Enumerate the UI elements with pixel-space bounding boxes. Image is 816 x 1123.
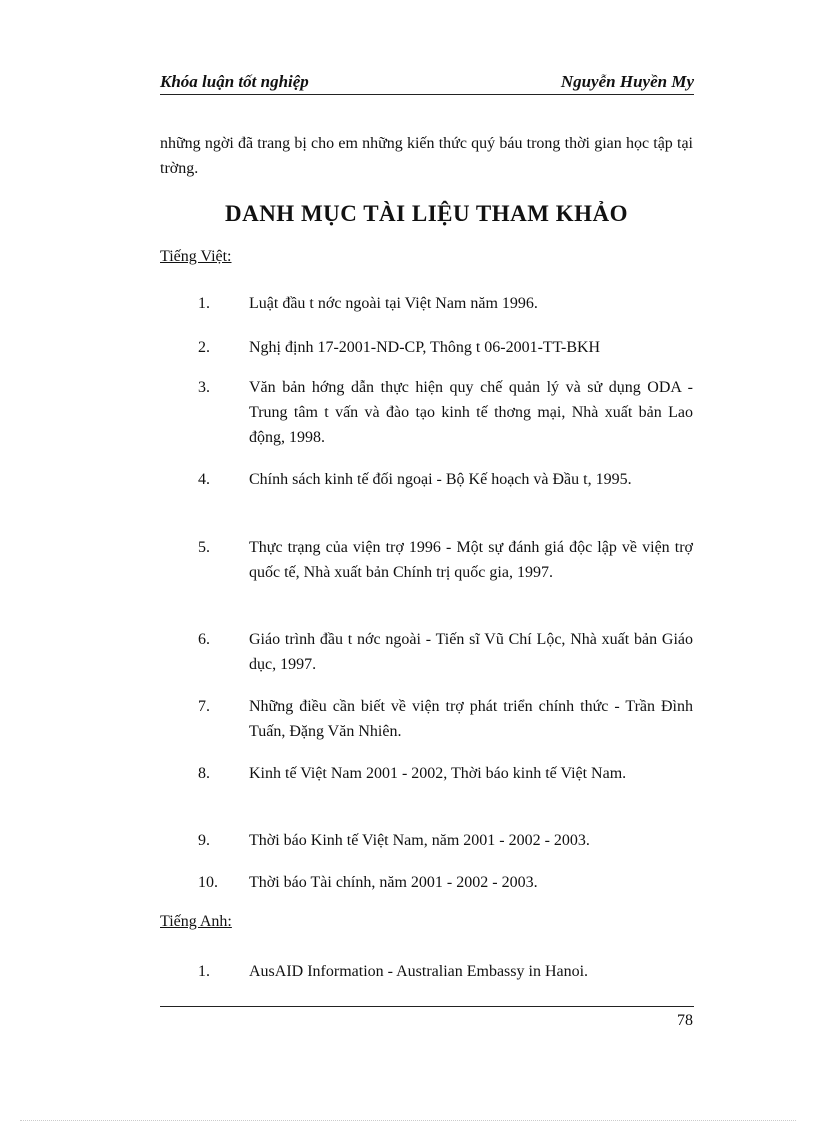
reference-number: 9. <box>198 832 210 849</box>
reference-text: Những điều cần biết về viện trợ phát triển chính thức - Trần Đình Tuấn, Đặng Văn Nhiên. <box>249 698 693 740</box>
section-heading-vietnamese: Tiếng Việt: <box>160 248 232 265</box>
reference-number: 1. <box>198 963 210 980</box>
reference-number: 8. <box>198 765 210 782</box>
reference-number: 3. <box>198 379 210 396</box>
header-thesis-title: Khóa luận tốt nghiệp <box>160 72 309 91</box>
section-heading-english: Tiếng Anh: <box>160 913 232 930</box>
reference-text: Thực trạng của viện trợ 1996 - Một sự đánh giá độc lập về viện trợ quốc tế, Nhà xuất bản Chính trị quốc gia, 1997. <box>249 539 693 581</box>
reference-text: Thời báo Kinh tế Việt Nam, năm 2001 - 2002 - 2003. <box>249 832 590 849</box>
running-header <box>160 72 694 95</box>
reference-number: 1. <box>198 295 210 312</box>
reference-text: AusAID Information - Australian Embassy in Hanoi. <box>249 963 589 980</box>
footer-divider <box>160 1006 694 1007</box>
page-bottom-edge <box>20 1120 796 1121</box>
reference-number: 5. <box>198 539 210 556</box>
reference-text: Luật đầu t nớc ngoài tại Việt Nam năm 1996. <box>249 295 538 312</box>
reference-number: 7. <box>198 698 210 715</box>
reference-number: 6. <box>198 631 210 648</box>
reference-text: Văn bản hớng dẫn thực hiện quy chế quản lý và sử dụng ODA - Trung tâm t vấn và đào tạo kinh tế thơng mại, Nhà xuất bản Lao động, 1998. <box>249 379 693 446</box>
page-number: 78 <box>677 1012 693 1029</box>
header-author-name: Nguyễn Huyền My <box>560 72 694 91</box>
reference-number: 10. <box>198 874 218 891</box>
references-title: DANH MỤC TÀI LIỆU THAM KHẢO <box>224 201 629 226</box>
reference-text: Thời báo Tài chính, năm 2001 - 2002 - 2003. <box>249 874 538 891</box>
intro-paragraph: những ngời đã trang bị cho em những kiến thức quý báu trong thời gian học tập tại trờng. <box>160 135 693 177</box>
reference-text: Giáo trình đầu t nớc ngoài - Tiến sĩ Vũ Chí Lộc, Nhà xuất bản Giáo dục, 1997. <box>249 631 693 673</box>
reference-number: 2. <box>198 339 210 356</box>
reference-text: Nghị định 17-2001-ND-CP, Thông t 06-2001-TT-BKH <box>249 339 601 356</box>
reference-text: Chính sách kinh tế đối ngoại - Bộ Kế hoạch và Đầu t, 1995. <box>249 471 632 488</box>
reference-number: 4. <box>198 471 210 488</box>
reference-text: Kinh tế Việt Nam 2001 - 2002, Thời báo kinh tế Việt Nam. <box>249 765 627 782</box>
